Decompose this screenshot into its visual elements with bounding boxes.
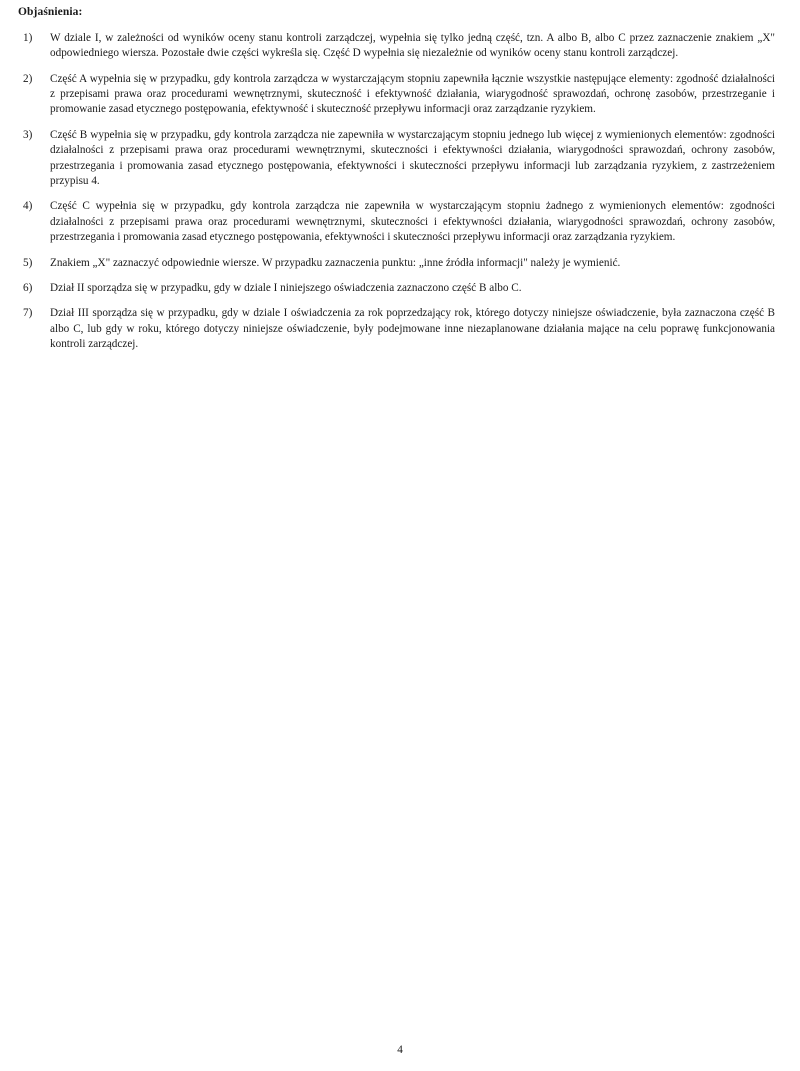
list-item-marker: 6)	[23, 282, 33, 295]
list-item	[18, 72, 776, 118]
list-item	[18, 281, 776, 296]
list-item-text: Część B wypełnia się w przypadku, gdy kontrola zarządcza nie zapewniła w wystarczającym stopniu jednego lub więcej z wymienionych elementów: zgodności działalności z przepisami prawa oraz procedurami wewnętrznymi, skuteczności i efektywności działania, wiarygodności sprawozdań, ochrony zasobów, przestrzegania i promowania zasad etycznego postępowania, efektywności i skuteczności przepływu informacji lub zarządzania ryzykiem, z zastrzeżeniem przypisu 4.	[50, 128, 775, 188]
list-item-marker: 2)	[23, 72, 33, 85]
list-item-marker: 3)	[23, 128, 33, 141]
page-number: 4	[397, 1044, 403, 1056]
list-item-text: Znakiem „X" zaznaczyć odpowiednie wiersze. W przypadku zaznaczenia punktu: „inne źródła informacji" należy je wymienić.	[50, 256, 621, 269]
explanatory-notes-list	[18, 31, 776, 353]
list-item-marker: 5)	[23, 256, 33, 269]
list-item	[18, 128, 776, 190]
list-item	[18, 199, 776, 245]
list-item-marker: 7)	[23, 307, 33, 320]
list-item-marker: 4)	[23, 200, 33, 213]
list-item-text: W dziale I, w zależności od wyników oceny stanu kontroli zarządczej, wypełnia się tylko jedną część, tzn. A albo B, albo C przez zaznaczenie znakiem „X" odpowiedniego wiersza. Pozostałe dwie części wykreśla się. Część D wypełnia się niezależnie od wyników oceny stanu kontroli zarządczej.	[50, 31, 775, 60]
list-item-text: Dział II sporządza się w przypadku, gdy w dziale I niniejszego oświadczenia zaznaczono część B albo C.	[50, 282, 522, 295]
list-item-text: Część C wypełnia się w przypadku, gdy kontrola zarządcza nie zapewniła w wystarczającym stopniu żadnego z wymienionych elementów: zgodności działalności z przepisami prawa oraz procedurami wewnętrznymi, skuteczności i efektywności działania, wiarygodności sprawozdań, ochrony zasobów, przestrzegania i promowania zasad etycznego postępowania, efektywności i skuteczności przepływu informacji oraz zarządzania ryzykiem.	[50, 200, 775, 244]
page-content	[18, 6, 776, 353]
list-item	[18, 256, 776, 271]
page-title: Objaśnienia:	[18, 6, 83, 18]
list-item	[18, 306, 776, 352]
list-item-marker: 1)	[23, 31, 33, 44]
list-item-text: Dział III sporządza się w przypadku, gdy w dziale I oświadczenia za rok poprzedzający rok, którego dotyczy niniejsze oświadczenie, była zaznaczona część B albo C, lub gdy w roku, którego dotyczy niniejsze oświadczenie, były podejmowane inne niezaplanowane działania mające na celu poprawę funkcjonowania kontroli zarządczej.	[50, 307, 775, 351]
list-item-text: Część A wypełnia się w przypadku, gdy kontrola zarządcza w wystarczającym stopniu zapewniła łącznie wszystkie następujące elementy: zgodność działalności z przepisami prawa oraz procedurami wewnętrznymi, skuteczność i efektywność działania, wiarygodność sprawozdań, ochronę zasobów, przestrzeganie i promowanie zasad etycznego postępowania, efektywność i skuteczność przepływu informacji oraz zarządzanie ryzykiem.	[50, 72, 775, 116]
list-item	[18, 31, 776, 62]
